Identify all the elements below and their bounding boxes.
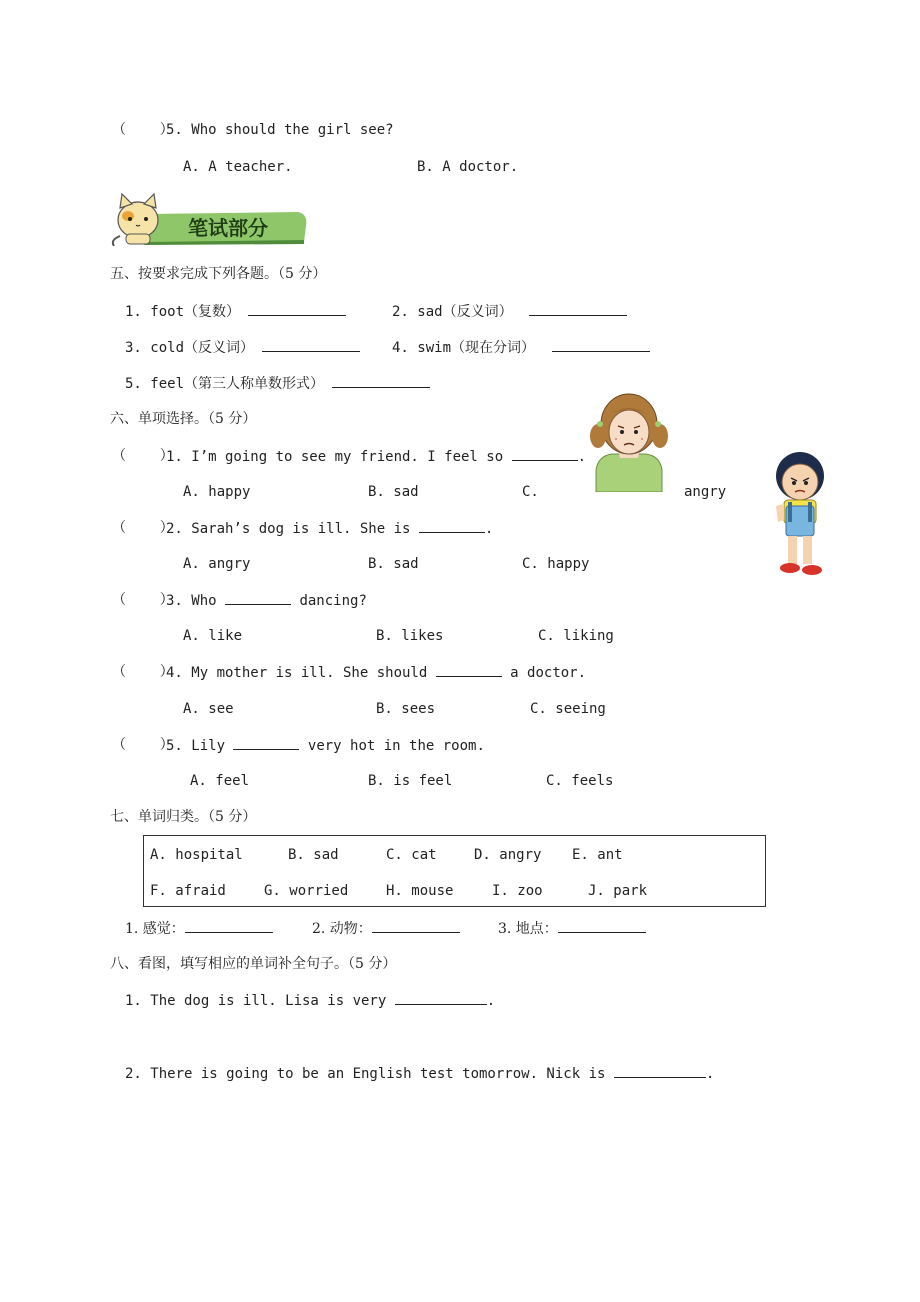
section5-heading: 五、按要求完成下列各题。（5 分）	[110, 266, 327, 282]
section6-q2-option-b: B. sad	[368, 556, 419, 572]
answer-blank[interactable]	[558, 919, 646, 933]
section8-heading: 八、看图，填写相应的单词补全句子。（5 分）	[110, 956, 397, 972]
category-animal: 2. 动物：	[312, 919, 460, 938]
answer-blank[interactable]	[372, 919, 460, 933]
answer-blank[interactable]	[529, 302, 627, 316]
listening-q5-option-a: A. A teacher.	[183, 159, 293, 175]
section5-item-3: 3. cold（反义词）	[125, 338, 360, 357]
section6-q5-option-a: A. feel	[190, 773, 250, 789]
section6-q5-paren: （ ）	[112, 737, 174, 753]
section6-q5-option-b: B. is feel	[368, 773, 453, 789]
word-g: G. worried	[264, 883, 349, 899]
answer-blank[interactable]	[614, 1064, 706, 1078]
section6-q1-option-c-text: angry	[684, 484, 727, 500]
answer-blank[interactable]	[225, 591, 291, 605]
section6-q4-option-b: B. sees	[376, 701, 436, 717]
section6-q3-option-a: A. like	[183, 628, 243, 644]
category-feeling: 1. 感觉：	[125, 919, 273, 938]
section6-q2-option-c: C. happy	[522, 556, 590, 572]
section6-q3-option-b: B. likes	[376, 628, 444, 644]
answer-blank[interactable]	[395, 991, 487, 1005]
listening-q5-question: 5. Who should the girl see?	[166, 122, 394, 138]
answer-blank[interactable]	[552, 338, 650, 352]
section8-item-2: 2. There is going to be an English test tomorrow. Nick is .	[125, 1066, 715, 1082]
section6-q2-option-a: A. angry	[183, 556, 251, 572]
word-e: E. ant	[572, 847, 623, 863]
answer-blank[interactable]	[332, 374, 430, 388]
section6-q1: 1. I’m going to see my friend. I feel so .	[166, 449, 587, 465]
word-f: F. afraid	[150, 883, 226, 899]
section5-item-5: 5. feel（第三人称单数形式）	[125, 374, 430, 393]
section6-q1-option-b: B. sad	[368, 484, 419, 500]
section8-item-1: 1. The dog is ill. Lisa is very .	[125, 993, 496, 1009]
section5-item-1: 1. foot（复数）	[125, 302, 346, 321]
section6-q2-paren: （ ）	[112, 520, 174, 536]
section6-q5-option-c: C. feels	[546, 773, 614, 789]
word-c: C. cat	[386, 847, 437, 863]
word-j: J. park	[588, 883, 648, 899]
answer-blank[interactable]	[419, 519, 485, 533]
worried-girl-illustration	[588, 392, 670, 492]
listening-q5-option-b: B. A doctor.	[417, 159, 519, 175]
angry-boy-illustration	[772, 450, 832, 580]
answer-blank[interactable]	[248, 302, 346, 316]
section6-q5: 5. Lily very hot in the room.	[166, 738, 485, 754]
section7-heading: 七、单词归类。（5 分）	[110, 809, 257, 825]
listening-q5-paren: （ ）	[112, 122, 174, 138]
word-b: B. sad	[288, 847, 339, 863]
answer-blank[interactable]	[512, 447, 578, 461]
section5-item-4: 4. swim（现在分词）	[392, 338, 650, 357]
section6-heading: 六、单项选择。（5 分）	[110, 411, 257, 427]
answer-blank[interactable]	[185, 919, 273, 933]
word-d: D. angry	[474, 847, 542, 863]
written-part-banner	[108, 190, 308, 246]
section6-q4-paren: （ ）	[112, 664, 174, 680]
answer-blank[interactable]	[436, 663, 502, 677]
word-i: I. zoo	[492, 883, 543, 899]
section6-q4: 4. My mother is ill. She should a doctor.	[166, 665, 587, 681]
word-a: A. hospital	[150, 847, 243, 863]
word-h: H. mouse	[386, 883, 454, 899]
section6-q4-option-a: A. see	[183, 701, 234, 717]
section6-q4-option-c: C. seeing	[530, 701, 606, 717]
section5-item-2: 2. sad（反义词）	[392, 302, 627, 321]
section6-q3-option-c: C. liking	[538, 628, 614, 644]
category-place: 3. 地点：	[498, 919, 646, 938]
answer-blank[interactable]	[262, 338, 360, 352]
section6-q3: 3. Who dancing?	[166, 593, 367, 609]
section6-q2: 2. Sarah’s dog is ill. She is .	[166, 521, 494, 537]
section6-q1-option-a: A. happy	[183, 484, 251, 500]
section6-q3-paren: （ ）	[112, 592, 174, 608]
banner-title: 笔试部分	[188, 216, 268, 240]
answer-blank[interactable]	[233, 736, 299, 750]
section6-q1-paren: （ ）	[112, 448, 174, 464]
section6-q1-option-c: C.	[522, 484, 539, 500]
